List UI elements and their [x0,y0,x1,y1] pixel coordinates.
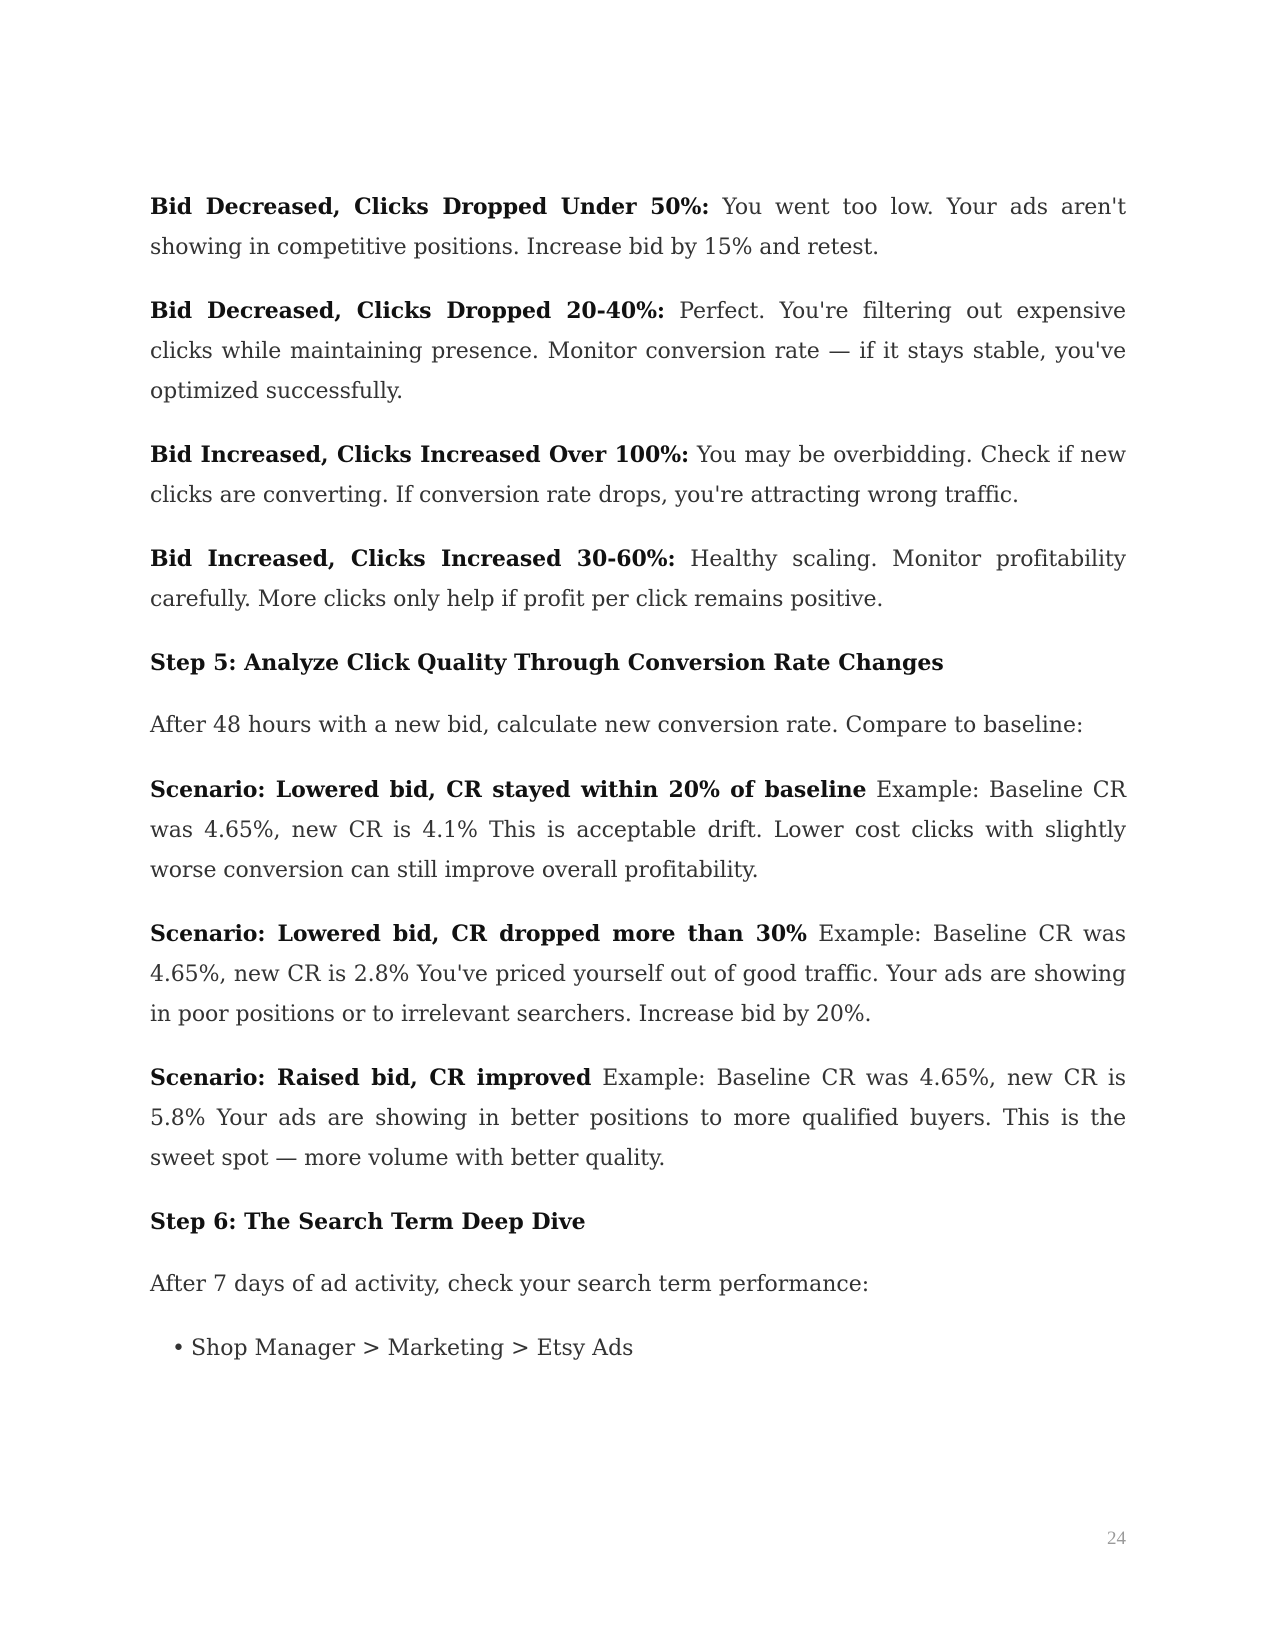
scenario-lead: Scenario: Raised bid, CR improved [150,1065,592,1091]
paragraph-lead: Bid Increased, Clicks Increased 30-60%: [150,546,676,572]
document-page [150,187,1126,1369]
paragraph-bid-decreased-under-50 [150,187,1126,268]
step5-intro: After 48 hours with a new bid, calculate new conversion rate. Compare to baseline: [150,713,1084,738]
paragraph-bid-increased-over-100 [150,435,1126,516]
scenario-lead: Scenario: Lowered bid, CR dropped more than 30% [150,921,807,947]
step6-intro: After 7 days of ad activity, check your search term performance: [150,1272,870,1297]
paragraph-text: Healthy scaling. Monitor profitability carefully. More clicks only help if profit per click remains positive. [150,547,1126,612]
paragraph-text: You went too low. Your ads aren't showing in competitive positions. Increase bid by 15% and retest. [150,195,1126,260]
scenario-lead: Scenario: Lowered bid, CR stayed within 20% of baseline [150,777,867,803]
page-number: 24 [1107,1528,1126,1549]
scenario-text: Example: Baseline CR was 4.65%, new CR is 2.8% You've priced yourself out of good traffic. Your ads are showing in poor positions or to irrelevant searchers. Increase bid by 20%. [150,922,1126,1027]
scenario-text: Example: Baseline CR was 4.65%, new CR is 5.8% Your ads are showing in better positions to more qualified buyers. This is the sweet spot — more volume with better quality. [150,1066,1126,1171]
paragraph-text: Perfect. You're filtering out expensive clicks while maintaining presence. Monitor conversion rate — if it stays stable, you've optimized successfully. [150,299,1126,404]
scenario-text: Example: Baseline CR was 4.65%, new CR is 4.1% This is acceptable drift. Lower cost clicks with slightly worse conversion can still improve overall profitability. [150,778,1126,883]
paragraph-lead: Bid Increased, Clicks Increased Over 100%: [150,442,690,468]
scenario-dropped-30 [150,914,1126,1035]
step5-heading: Step 5: Analyze Click Quality Through Conversion Rate Changes [150,650,944,676]
paragraph-lead: Bid Decreased, Clicks Dropped 20-40%: [150,298,665,324]
scenario-within-20 [150,770,1126,891]
paragraph-lead: Bid Decreased, Clicks Dropped Under 50%: [150,194,710,220]
list-item: • Shop Manager > Marketing > Etsy Ads [172,1329,1126,1369]
paragraph-bid-decreased-20-40 [150,291,1126,412]
bullet-list [150,1329,1126,1369]
step6-heading: Step 6: The Search Term Deep Dive [150,1209,586,1235]
paragraph-bid-increased-30-60 [150,539,1126,620]
paragraph-text: You may be overbidding. Check if new clicks are converting. If conversion rate drops, you're attracting wrong traffic. [150,443,1126,508]
scenario-raised [150,1058,1126,1179]
